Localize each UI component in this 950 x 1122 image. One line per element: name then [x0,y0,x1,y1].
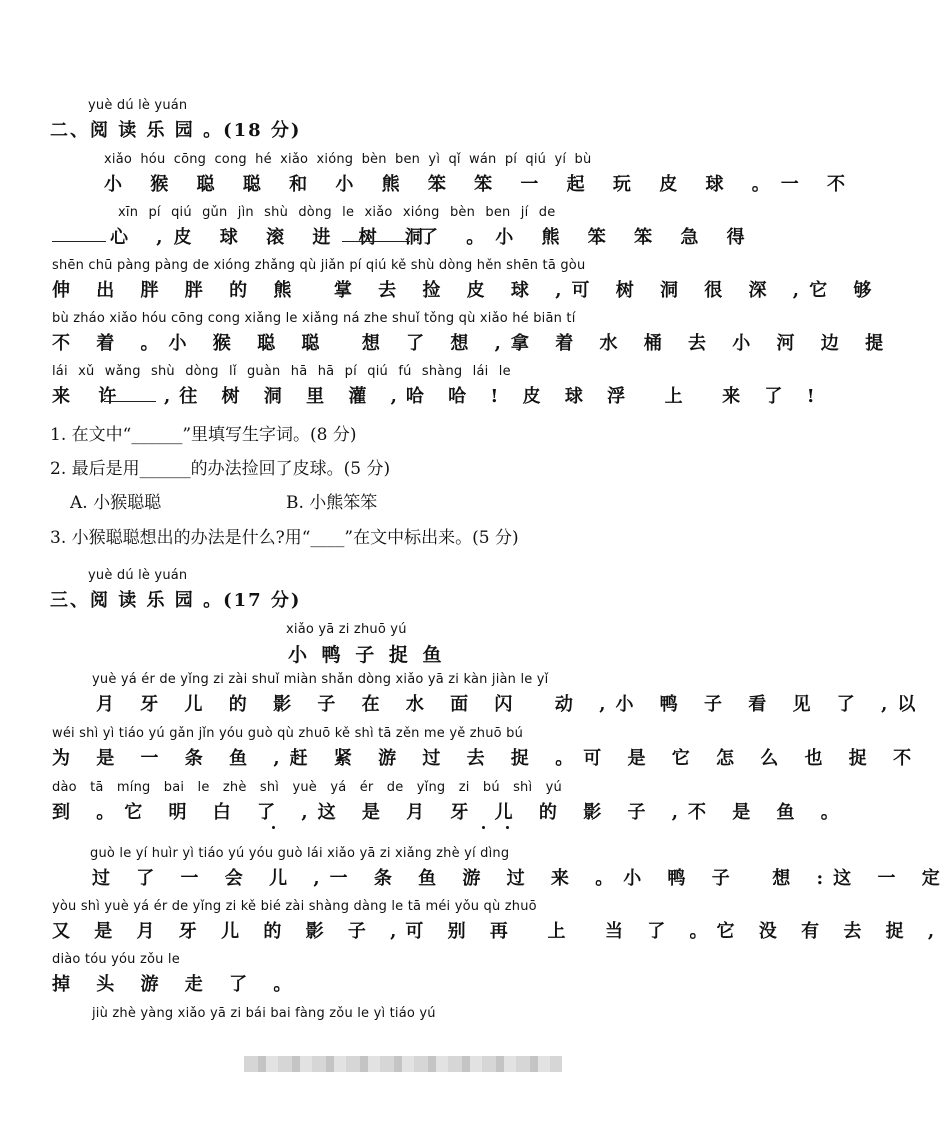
s3-line4-pinyin: guò le yí huìr yì tiáo yú yóu guò lái xiǎo yā zi xiǎng zhè yí dìng [90,846,510,861]
blurred-footer [244,1056,562,1072]
s2-line5-text-b: ,往 树 洞 里 灌 ,哈 哈 ! 皮 球 浮 上 来 了 ! [164,386,824,407]
emphasis-dot [482,826,485,829]
question-2: 2. 最后是用______的办法捡回了皮球。(5 分) [50,459,391,479]
blank-1[interactable] [52,240,106,242]
s2-line2-text-a: 心 ,皮 球 滚 进 树 洞 [110,227,434,248]
s2-line1-text: 小 猴 聪 聪 和 小 熊 笨 笨 一 起 玩 皮 球 。一 不 [104,174,856,195]
s2-line5-text-a: 来 许 [52,386,128,407]
s3-line3-text: 到 。它 明 白 了 ,这 是 月 牙 儿 的 影 子 ,不 是 鱼 。 [52,802,849,823]
section3-heading-pinyin: yuè dú lè yuán [88,568,188,583]
s3-line7-pinyin: jiù zhè yàng xiǎo yā zi bái bai fàng zǒu le yì tiáo yú [92,1006,436,1021]
s2-line4-text: 不 着 。小 猴 聪 聪 想 了 想 ,拿 着 水 桶 去 小 河 边 提 [52,333,894,354]
s3-line1-text: 月 牙 儿 的 影 子 在 水 面 闪 动 ,小 鸭 子 看 见 了 ,以 [96,694,926,715]
s3-line5-pinyin: yòu shì yuè yá ér de yǐng zi kě bié zài shàng dàng le tā méi yǒu qù zhuō [52,899,537,914]
option-b[interactable]: B. 小熊笨笨 [286,493,378,513]
question-3: 3. 小猴聪聪想出的办法是什么?用“____”在文中标出来。(5 分) [50,528,519,548]
s2-line5-pinyin: lái xǔ wǎng shù dòng lǐ guàn hā hā pí qiú fú shàng lái le [52,364,511,379]
section2-heading-pinyin: yuè dú lè yuán [88,98,188,113]
section2-heading: 二、阅 读 乐 园 。(18 分) [50,120,302,141]
question-1: 1. 在文中“______”里填写生字词。(8 分) [50,425,357,445]
s3-line1-pinyin: yuè yá ér de yǐng zi zài shuǐ miàn shǎn dòng xiǎo yā zi kàn jiàn le yǐ [92,672,549,687]
section3-heading: 三、阅 读 乐 园 。(17 分) [50,590,302,611]
s3-line2-text: 为 是 一 条 鱼 ,赶 紧 游 过 去 捉 。可 是 它 怎 么 也 捉 不 [52,748,922,769]
s3-line2-pinyin: wéi shì yì tiáo yú gǎn jǐn yóu guò qù zhuō kě shì tā zěn me yě zhuō bú [52,726,524,741]
option-a[interactable]: A. 小猴聪聪 [70,493,162,513]
emphasis-dot [272,826,275,829]
s3-line6-pinyin: diào tóu yóu zǒu le [52,952,180,967]
story-title-pinyin: xiǎo yā zi zhuō yú [286,622,407,637]
blank-2[interactable] [342,240,410,242]
emphasis-dot [506,826,509,829]
s2-line2-pinyin: xīn pí qiú gǔn jìn shù dòng le xiǎo xióng bèn ben jí de [118,205,556,220]
s2-line1-pinyin: xiǎo hóu cōng cong hé xiǎo xióng bèn ben yì qǐ wán pí qiú yí bù [104,152,592,167]
s3-line6-text: 掉 头 游 走 了 。 [52,974,302,995]
s3-line5-text: 又 是 月 牙 儿 的 影 子 ,可 别 再 上 当 了 。它 没 有 去 捉 , [52,921,944,942]
blank-3[interactable] [104,400,156,402]
s2-line3-text: 伸 出 胖 胖 的 熊 掌 去 捡 皮 球 ,可 树 洞 很 深 ,它 够 [52,280,882,301]
s3-line3-pinyin: dào tā míng bai le zhè shì yuè yá ér de yǐng zi bú shì yú [52,780,562,795]
s2-line4-pinyin: bù zháo xiǎo hóu cōng cong xiǎng le xiǎng ná zhe shuǐ tǒng qù xiǎo hé biān tí [52,311,576,326]
s2-line3-pinyin: shēn chū pàng pàng de xióng zhǎng qù jiǎn pí qiú kě shù dòng hěn shēn tā gòu [52,258,586,273]
story-title: 小 鸭 子 捉 鱼 [288,644,446,666]
s3-line4-text: 过 了 一 会 儿 ,一 条 鱼 游 过 来 。小 鸭 子 想 :这 一 定 [92,868,950,889]
s2-line2-text-b: 了 。小 熊 笨 笨 急 得 [420,227,756,248]
